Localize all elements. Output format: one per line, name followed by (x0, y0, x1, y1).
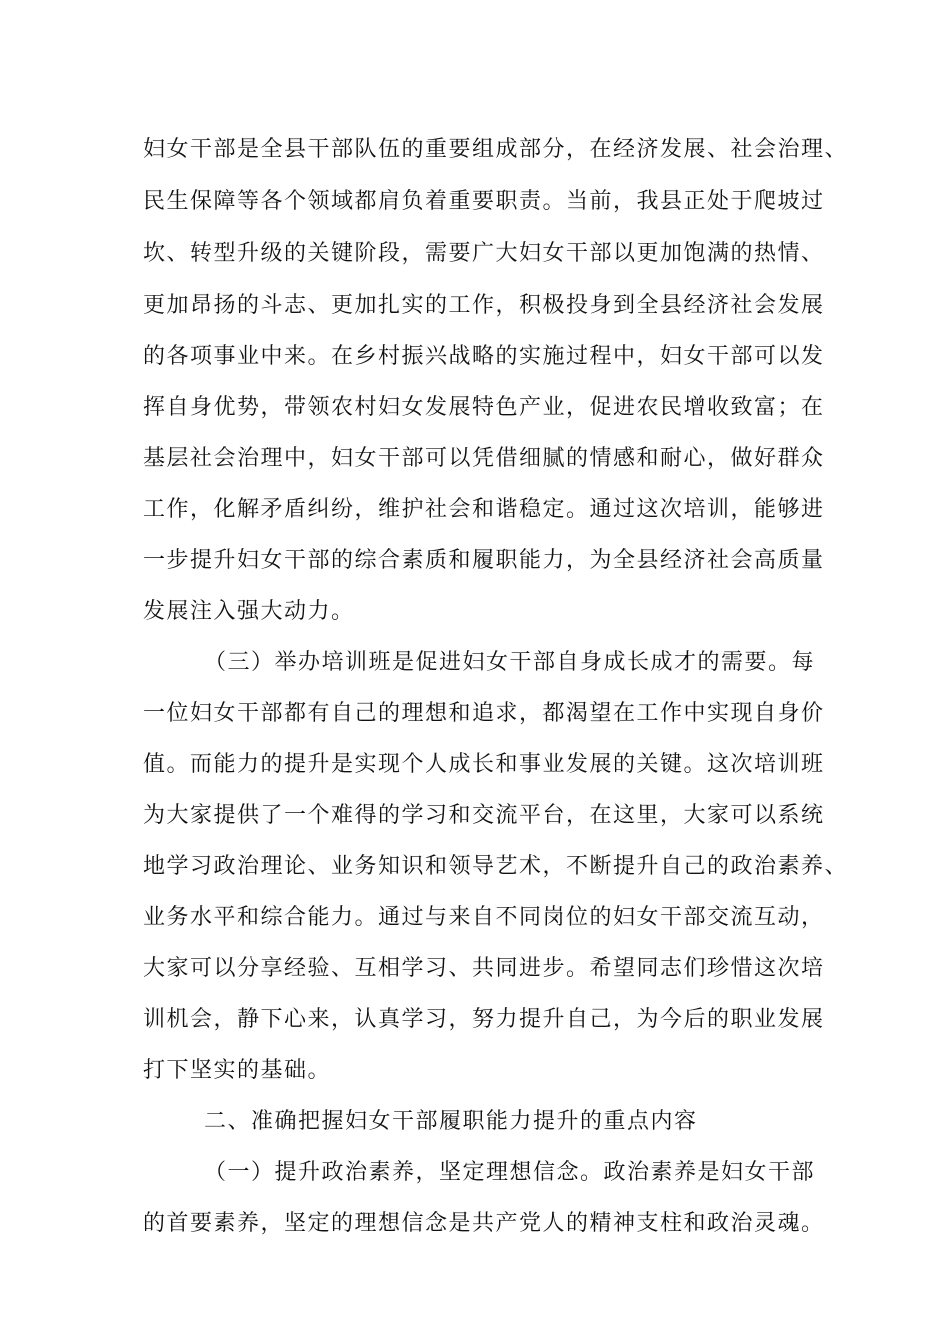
text-line: 地学习政治理论、业务知识和领导艺术，不断提升自己的政治素养、 (143, 854, 849, 879)
text-line: 更加昂扬的斗志、更加扎实的工作，积极投身到全县经济社会发展 (143, 293, 825, 318)
text-line: 一步提升妇女干部的综合素质和履职能力，为全县经济社会高质量 (143, 548, 825, 573)
text-line: 的首要素养，坚定的理想信念是共产党人的精神支柱和政治灵魂。 (143, 1211, 825, 1236)
paragraph-heading-line: （三）举办培训班是促进妇女干部自身成长成才的需要。每 (204, 650, 816, 675)
text-line: 工作，化解矛盾纠纷，维护社会和谐稳定。通过这次培训，能够进 (143, 497, 825, 522)
text-line: 民生保障等各个领域都肩负着重要职责。当前，我县正处于爬坡过 (143, 189, 825, 214)
text-line: 基层社会治理中，妇女干部可以凭借细腻的情感和耐心，做好群众 (143, 446, 825, 471)
text-line: 训机会，静下心来，认真学习，努力提升自己，为今后的职业发展 (143, 1007, 825, 1032)
text-line: 大家可以分享经验、互相学习、共同进步。希望同志们珍惜这次培 (143, 956, 825, 981)
text-line: 打下坚实的基础。 (143, 1058, 332, 1083)
text-line: 坎、转型升级的关键阶段，需要广大妇女干部以更加饱满的热情、 (143, 241, 825, 266)
text-line: 发展注入强大动力。 (143, 599, 355, 624)
text-line: 业务水平和综合能力。通过与来自不同岗位的妇女干部交流互动， (143, 905, 825, 930)
section-heading: 二、准确把握妇女干部履职能力提升的重点内容 (204, 1109, 698, 1134)
paragraph-heading-line: （一）提升政治素养，坚定理想信念。政治素养是妇女干部 (204, 1160, 816, 1185)
text-line: 值。而能力的提升是实现个人成长和事业发展的关键。这次培训班 (143, 752, 825, 777)
text-line: 挥自身优势，带领农村妇女发展特色产业，促进农民增收致富；在 (143, 395, 825, 420)
text-line: 一位妇女干部都有自己的理想和追求，都渴望在工作中实现自身价 (143, 701, 825, 726)
text-line: 妇女干部是全县干部队伍的重要组成部分，在经济发展、社会治理、 (143, 137, 849, 162)
text-line: 为大家提供了一个难得的学习和交流平台，在这里，大家可以系统 (143, 803, 825, 828)
text-line: 的各项事业中来。在乡村振兴战略的实施过程中，妇女干部可以发 (143, 344, 825, 369)
